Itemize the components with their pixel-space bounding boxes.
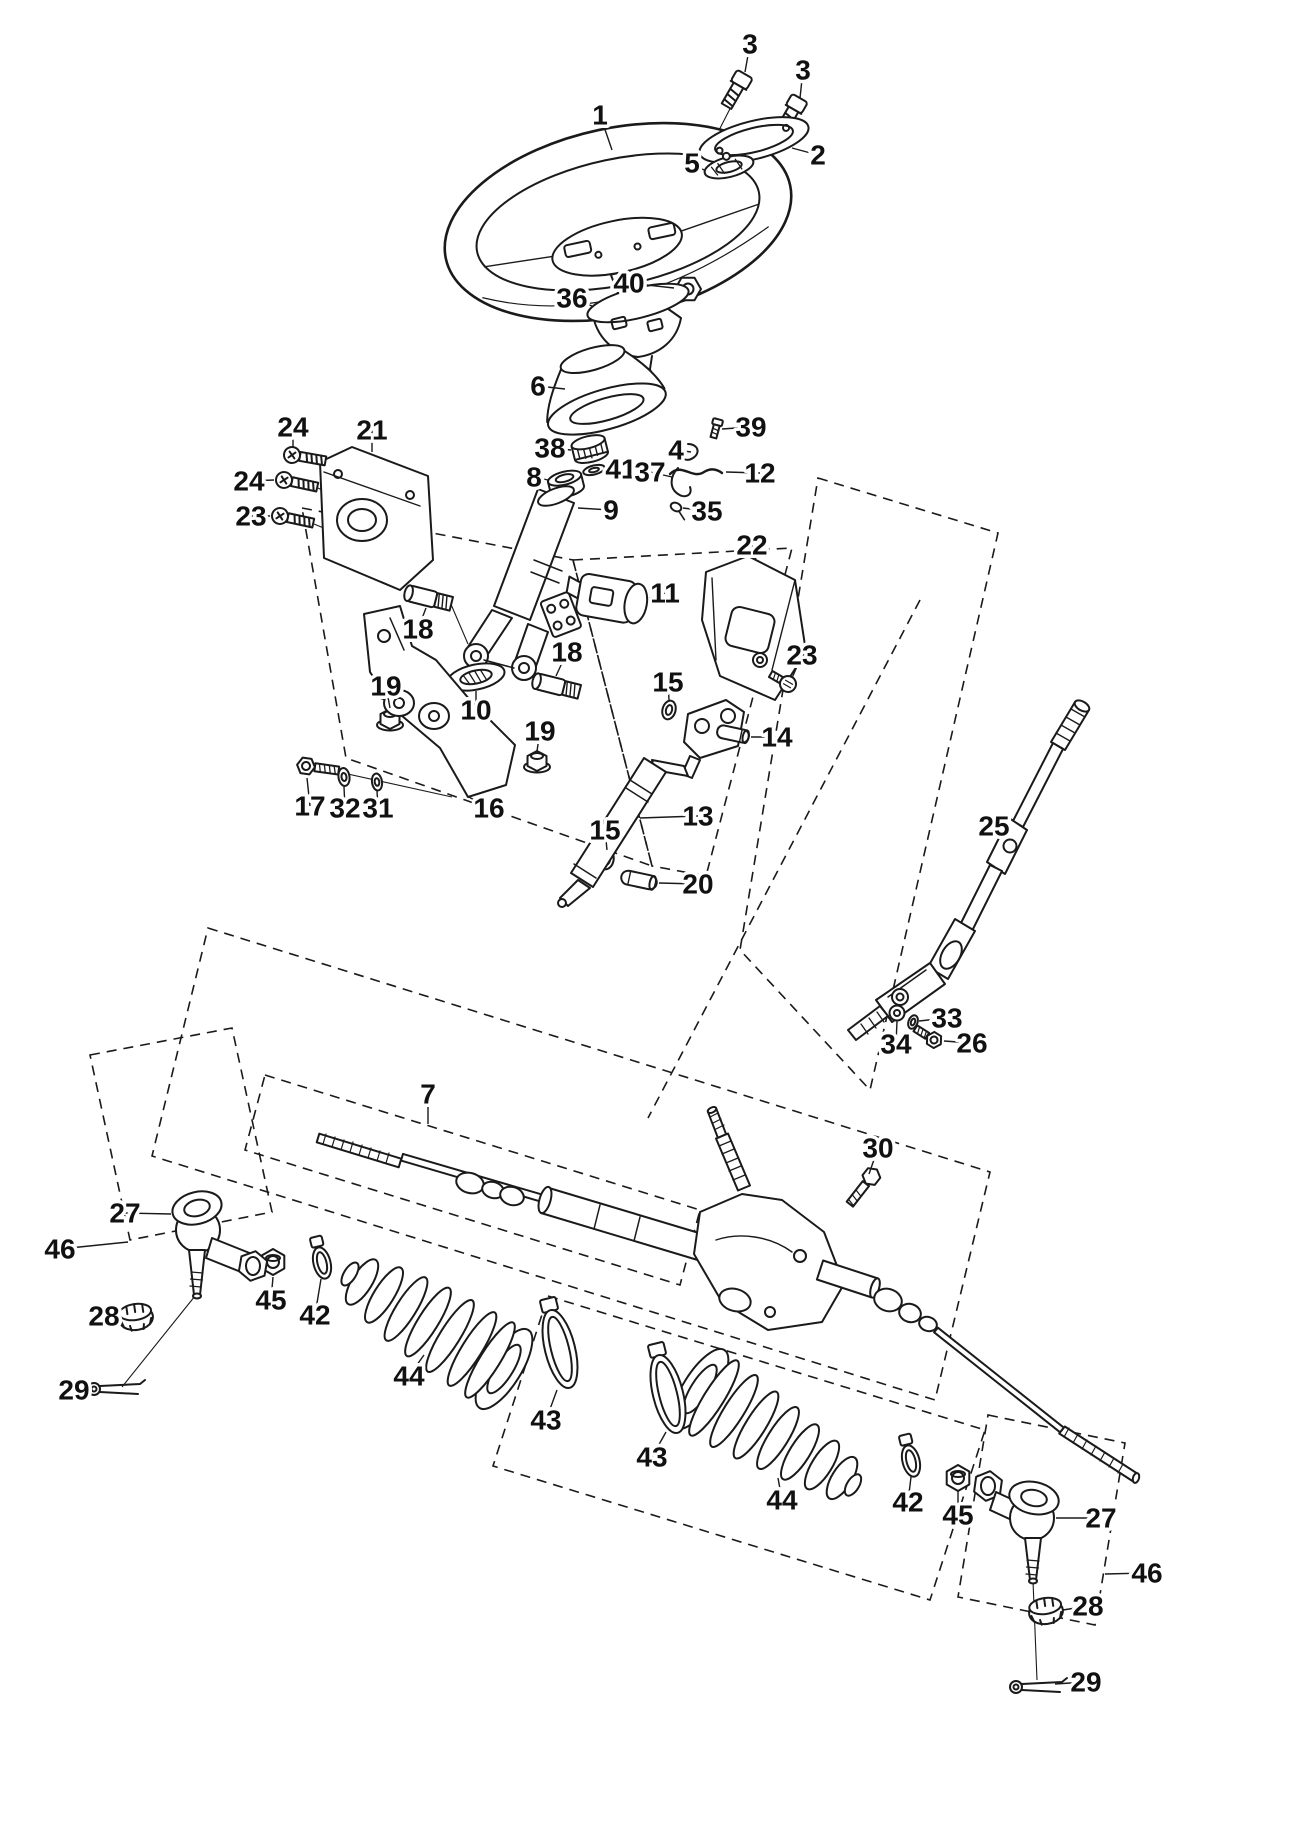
callout-27 (109, 1198, 171, 1229)
callout-13 (640, 801, 714, 832)
part-number: 12 (744, 457, 776, 489)
washer (371, 773, 383, 791)
part-number: 41 (605, 453, 637, 485)
part-number: 5 (684, 147, 700, 179)
callout-7 (420, 1079, 436, 1125)
callout-43 (636, 1432, 667, 1473)
boot-clamp-large (533, 1295, 584, 1392)
part-number: 42 (892, 1486, 924, 1518)
callout-29 (58, 1375, 89, 1406)
boot-clamp-small (307, 1235, 334, 1281)
pivot-bolt (531, 672, 581, 699)
wheel-bolt (719, 70, 753, 111)
cover-screw (271, 507, 315, 531)
callout-32 (329, 787, 360, 824)
set-screw (709, 418, 724, 439)
callout-8 (526, 462, 548, 493)
part-number: 16 (473, 792, 505, 824)
wire-clip (668, 501, 690, 520)
callout-46 (1105, 1558, 1163, 1589)
interlock-wire (670, 469, 722, 474)
part-number: 46 (44, 1233, 76, 1265)
part-number: 44 (766, 1484, 798, 1516)
part-number: 31 (362, 792, 394, 824)
part-number: 33 (931, 1002, 963, 1034)
part-number: 29 (58, 1374, 90, 1406)
part-number: 36 (556, 282, 588, 314)
callout-28 (1063, 1591, 1104, 1622)
strut-pin (620, 869, 658, 890)
callout-22 (736, 530, 767, 561)
callout-14 (751, 722, 793, 753)
castle-ring-nut (117, 1302, 154, 1332)
callout-24 (277, 412, 309, 449)
callout-11 (649, 578, 680, 609)
callout-27 (1056, 1503, 1117, 1534)
callout-23 (235, 501, 270, 532)
part-number: 28 (88, 1300, 120, 1332)
callout-42 (892, 1477, 923, 1518)
callout-43 (530, 1390, 561, 1436)
callout-3 (742, 29, 758, 73)
callout-46 (44, 1234, 128, 1265)
callout-36 (556, 283, 592, 314)
part-number: 6 (530, 370, 546, 402)
part-number: 29 (1070, 1666, 1102, 1698)
part-number: 3 (795, 54, 811, 86)
part-number: 19 (524, 715, 556, 747)
part-number: 27 (1085, 1502, 1117, 1534)
part-number: 22 (736, 529, 768, 561)
flange-nut (524, 751, 550, 773)
callout-2 (792, 140, 826, 171)
intermediate-steering-shaft (848, 698, 1091, 1040)
rack-mount-bolt (844, 1165, 883, 1209)
part-number: 13 (682, 800, 714, 832)
callout-41 (605, 454, 636, 485)
bracket-bolt (296, 757, 340, 778)
part-number: 9 (603, 494, 619, 526)
callout-16 (467, 793, 505, 824)
part-number: 24 (233, 465, 265, 497)
cotter-pin (88, 1380, 145, 1395)
callout-18 (551, 637, 582, 677)
callout-18 (402, 608, 433, 645)
callout-45 (942, 1491, 973, 1531)
callout-4 (668, 435, 691, 466)
part-number: 3 (742, 28, 758, 60)
callout-25 (978, 811, 1010, 842)
tie-rod-end (169, 1186, 269, 1298)
bearing-washer (582, 463, 606, 477)
callout-44 (766, 1478, 798, 1516)
part-number: 4 (668, 434, 684, 466)
part-number: 44 (393, 1360, 425, 1392)
callout-42 (299, 1279, 330, 1331)
part-number: 24 (277, 411, 309, 443)
part-number: 15 (652, 666, 684, 698)
callout-17 (294, 778, 325, 822)
callout-3 (795, 55, 811, 99)
joint-washer (890, 1006, 905, 1021)
part-number: 23 (235, 500, 267, 532)
part-number: 2 (810, 139, 826, 171)
pivot-bolt (403, 584, 453, 611)
cover-screw (283, 446, 327, 469)
part-number: 26 (956, 1027, 988, 1059)
callout-31 (362, 791, 393, 824)
callout-44 (393, 1355, 425, 1392)
part-number: 35 (691, 495, 723, 527)
callout-21 (356, 415, 387, 453)
part-number: 20 (682, 868, 714, 900)
part-number: 21 (356, 414, 388, 446)
group-box-intermediate-shaft (740, 478, 998, 1090)
callout-19 (524, 716, 555, 752)
callout-38 (534, 433, 571, 464)
callout-12 (726, 458, 776, 489)
callout-15 (652, 667, 683, 701)
tilt-strut (558, 758, 688, 907)
part-number: 18 (551, 636, 583, 668)
group-box-rack-outer (152, 928, 990, 1400)
column-bearing (570, 432, 609, 465)
part-number: 40 (613, 267, 645, 299)
castle-ring-nut (1027, 1596, 1064, 1626)
part-number: 27 (109, 1197, 141, 1229)
part-number: 32 (329, 792, 361, 824)
callout-37 (634, 457, 672, 488)
part-number: 25 (978, 810, 1010, 842)
callout-34 (880, 1021, 912, 1060)
part-number: 45 (942, 1499, 974, 1531)
part-number: 39 (735, 411, 767, 443)
part-number: 43 (636, 1441, 668, 1473)
upper-column-cover (320, 447, 433, 590)
callout-15 (589, 815, 620, 851)
part-number: 45 (255, 1284, 287, 1316)
jam-nut (947, 1465, 970, 1491)
callout-20 (659, 869, 714, 900)
callout-45 (255, 1277, 286, 1316)
part-number: 11 (650, 577, 680, 609)
callout-39 (722, 412, 767, 443)
part-number: 34 (880, 1028, 912, 1060)
callout-10 (460, 691, 491, 726)
tie-rod-end (973, 1469, 1062, 1583)
part-number: 7 (420, 1078, 436, 1110)
part-number: 10 (460, 694, 492, 726)
part-number: 30 (862, 1132, 894, 1164)
callout-24 (233, 466, 274, 497)
part-number: 18 (402, 613, 434, 645)
part-number: 8 (526, 461, 542, 493)
part-number: 23 (786, 639, 818, 671)
callout-28 (88, 1301, 119, 1332)
part-number: 42 (299, 1299, 331, 1331)
part-number: 38 (534, 432, 566, 464)
part-number: 19 (370, 670, 402, 702)
part-number: 15 (589, 814, 621, 846)
cover-screw (275, 471, 319, 495)
part-number: 1 (592, 99, 608, 131)
part-number: 37 (634, 456, 666, 488)
steering-boot (338, 1255, 543, 1417)
part-number: 17 (294, 790, 326, 822)
part-number: 28 (1072, 1590, 1104, 1622)
boot-clamp-small (896, 1433, 923, 1479)
callout-35 (683, 496, 723, 527)
cotter-pin (1010, 1678, 1067, 1693)
part-number: 46 (1131, 1557, 1163, 1589)
steering-boot (661, 1341, 864, 1504)
part-number: 14 (761, 721, 793, 753)
washer (337, 767, 350, 786)
part-number: 43 (530, 1404, 562, 1436)
strut-ring (660, 699, 677, 721)
callout-9 (578, 495, 619, 526)
